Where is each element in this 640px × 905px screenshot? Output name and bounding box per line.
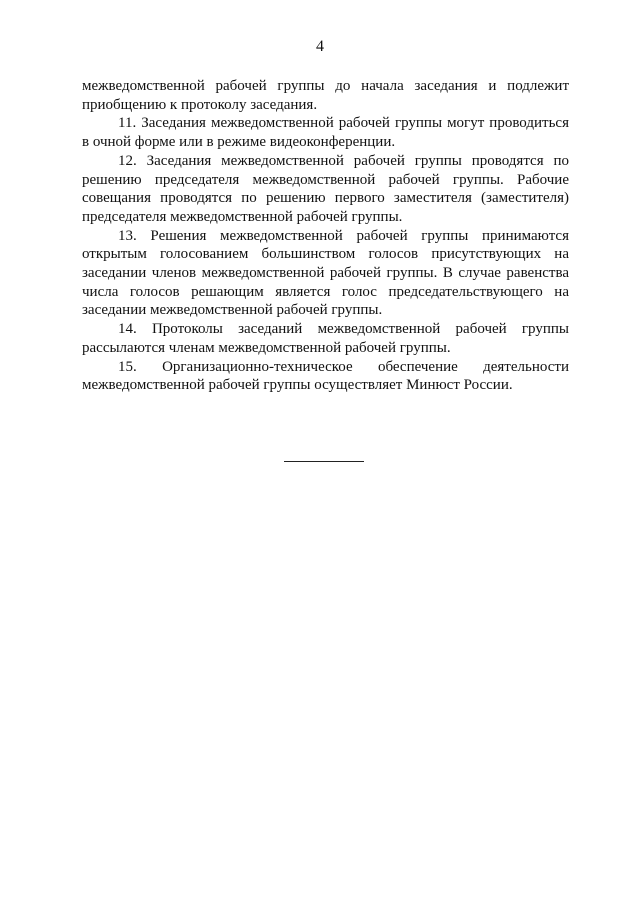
document-body: [82, 77, 569, 395]
paragraph-item-15: 15. Организационно-техническое обеспечение деятельности межведомственной рабочей группы осуществляет Минюст России.: [82, 358, 569, 394]
page-number: 4: [316, 38, 324, 55]
paragraph-item-13: 13. Решения межведомственной рабочей группы принимаются открытым голосованием большинством голосов присутствующих на заседании членов межведомственной рабочей группы. В случае равенства числа голосов решающим является голос председательствующего на заседании межведомственной рабочей группы.: [82, 227, 569, 319]
paragraph-item-12: 12. Заседания межведомственной рабочей группы проводятся по решению председателя межведомственной рабочей группы. Рабочие совещания проводятся по решению первого заместителя (заместителя) председателя межведомственной рабочей группы.: [82, 152, 569, 225]
paragraph-continuation: межведомственной рабочей группы до начала заседания и подлежит приобщению к протоколу заседания.: [82, 78, 569, 113]
end-separator-line: [284, 461, 364, 462]
paragraph-item-14: 14. Протоколы заседаний межведомственной рабочей группы рассылаются членам межведомственной рабочей группы.: [82, 321, 569, 356]
paragraph-item-11: 11. Заседания межведомственной рабочей группы могут проводиться в очной форме или в режиме видеоконференции.: [82, 115, 569, 151]
